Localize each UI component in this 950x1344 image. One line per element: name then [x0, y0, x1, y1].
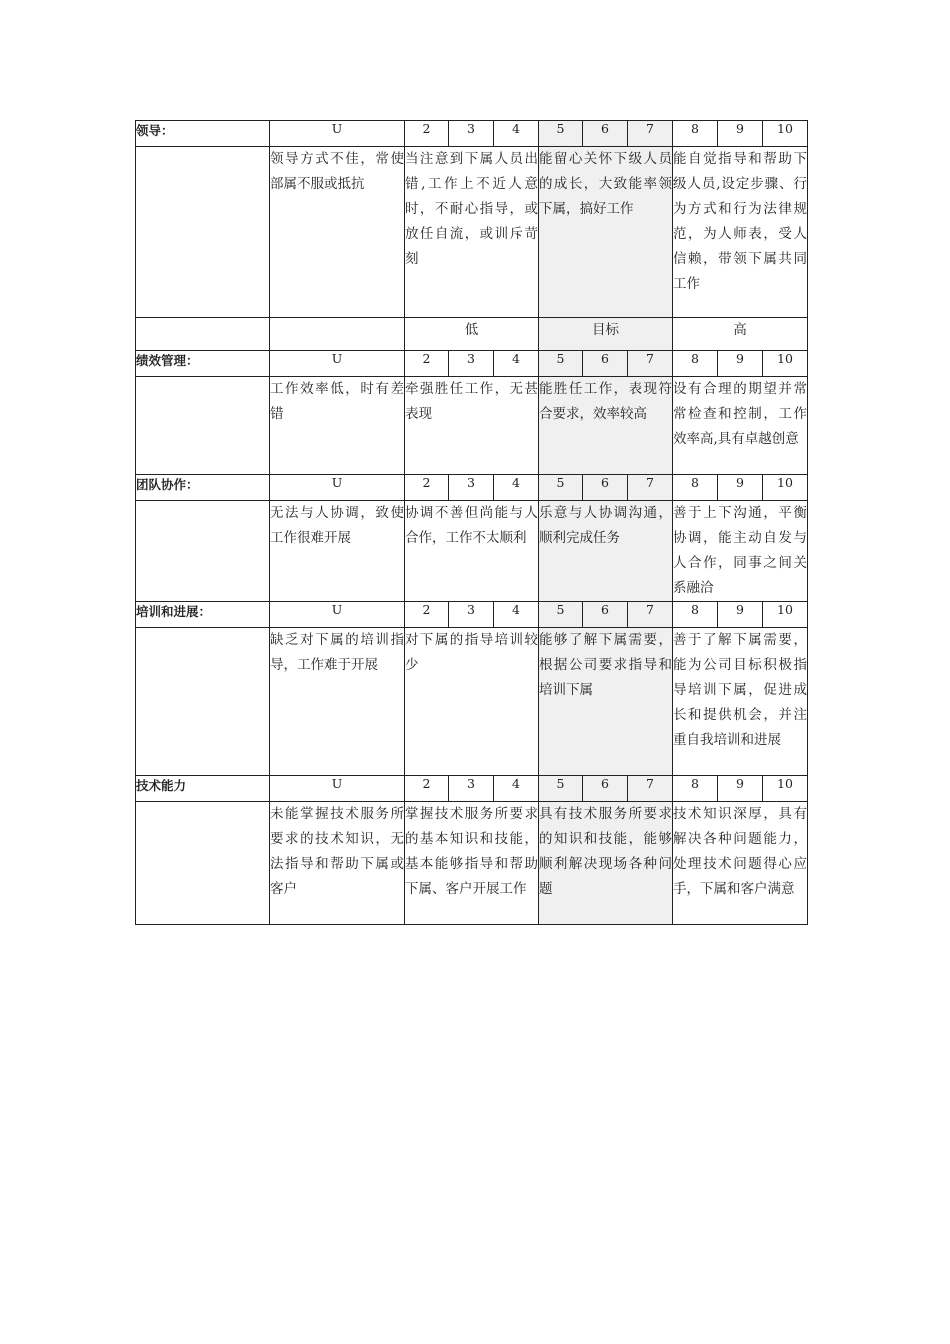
scale-number: 3 — [449, 121, 494, 147]
category-label: 培训和进展： — [136, 602, 270, 628]
scale-number: 7 — [628, 351, 673, 377]
scale-number: 3 — [449, 475, 494, 501]
scale-number: 8 — [673, 121, 718, 147]
empty-cell — [136, 318, 270, 351]
band-low: 低 — [405, 318, 539, 351]
scale-number: 2 — [405, 776, 449, 802]
scale-number: 4 — [494, 602, 539, 628]
scale-number: 5 — [539, 351, 583, 377]
scale-row — [136, 121, 808, 147]
scale-number: 4 — [494, 351, 539, 377]
scale-number: 5 — [539, 602, 583, 628]
empty-cell — [136, 147, 270, 318]
evaluation-document — [135, 120, 808, 925]
scale-number: U — [270, 776, 405, 802]
scale-number: 6 — [583, 121, 628, 147]
category-label: 技术能力 — [136, 776, 270, 802]
description-row — [136, 628, 808, 776]
scale-number: 9 — [718, 351, 763, 377]
scale-number: 7 — [628, 776, 673, 802]
description-row — [136, 377, 808, 475]
level-description: 领导方式不佳，常使部属不服或抵抗 — [270, 147, 405, 318]
scale-number: U — [270, 121, 405, 147]
empty-cell — [270, 318, 405, 351]
level-description: 未能掌握技术服务所要求的技术知识，无法指导和帮助下属或客户 — [270, 802, 405, 925]
scale-row — [136, 602, 808, 628]
level-description: 设有合理的期望并常常检查和控制，工作效率高,具有卓越创意 — [673, 377, 808, 475]
scale-row — [136, 776, 808, 802]
scale-number: 3 — [449, 776, 494, 802]
scale-number: 6 — [583, 475, 628, 501]
scale-number: 5 — [539, 475, 583, 501]
level-description: 善于上下沟通，平衡协调，能主动自发与人合作，同事之间关系融洽 — [673, 501, 808, 602]
scale-number: 6 — [583, 602, 628, 628]
scale-number: 3 — [449, 351, 494, 377]
scale-number: 10 — [763, 121, 808, 147]
scale-number: 6 — [583, 351, 628, 377]
scale-row — [136, 351, 808, 377]
level-description: 能自觉指导和帮助下级人员,设定步骤、行为方式和行为法律规范，为人师表，受人信赖，带领下属共同工作 — [673, 147, 808, 318]
scale-number: 7 — [628, 602, 673, 628]
scale-number: 8 — [673, 475, 718, 501]
empty-cell — [136, 628, 270, 776]
scale-number: 6 — [583, 776, 628, 802]
scale-number: 4 — [494, 475, 539, 501]
scale-row — [136, 475, 808, 501]
scale-number: 8 — [673, 351, 718, 377]
empty-cell — [136, 802, 270, 925]
scale-number: 4 — [494, 776, 539, 802]
scale-number: 2 — [405, 121, 449, 147]
scale-number: 8 — [673, 776, 718, 802]
category-label: 团队协作： — [136, 475, 270, 501]
category-label: 领导： — [136, 121, 270, 147]
scale-number: 8 — [673, 602, 718, 628]
level-description: 无法与人协调，致使工作很难开展 — [270, 501, 405, 602]
level-description: 技术知识深厚，具有解决各种问题能力，处理技术问题得心应手，下属和客户满意 — [673, 802, 808, 925]
scale-number: 10 — [763, 602, 808, 628]
scale-number: 5 — [539, 121, 583, 147]
level-description: 缺乏对下属的培训指导，工作难于开展 — [270, 628, 405, 776]
scale-number: 2 — [405, 602, 449, 628]
scale-number: U — [270, 602, 405, 628]
category-label: 绩效管理： — [136, 351, 270, 377]
level-description: 掌握技术服务所要求的基本知识和技能，基本能够指导和帮助下属、客户开展工作 — [405, 802, 539, 925]
level-description: 善于了解下属需要，能为公司目标积极指导培训下属，促进成长和提供机会，并注重自我培训和进展 — [673, 628, 808, 776]
scale-number: U — [270, 475, 405, 501]
empty-cell — [136, 501, 270, 602]
scale-number: 5 — [539, 776, 583, 802]
level-description: 当注意到下属人员出错,工作上不近人意时，不耐心指导，或放任自流，或训斥苛刻 — [405, 147, 539, 318]
level-description: 能留心关怀下级人员的成长，大致能率领下属，搞好工作 — [539, 147, 673, 318]
scale-number: 7 — [628, 475, 673, 501]
scale-number: 9 — [718, 776, 763, 802]
scale-number: 2 — [405, 475, 449, 501]
scale-number: 2 — [405, 351, 449, 377]
scale-number: 9 — [718, 121, 763, 147]
level-description: 乐意与人协调沟通，顺利完成任务 — [539, 501, 673, 602]
description-row — [136, 147, 808, 318]
scale-number: 10 — [763, 776, 808, 802]
scale-number: 10 — [763, 475, 808, 501]
level-description: 能够了解下属需要，根据公司要求指导和培训下属 — [539, 628, 673, 776]
band-row — [136, 318, 808, 351]
scale-number: U — [270, 351, 405, 377]
evaluation-table — [135, 120, 808, 925]
level-description: 牵强胜任工作，无甚表现 — [405, 377, 539, 475]
scale-number: 10 — [763, 351, 808, 377]
scale-number: 7 — [628, 121, 673, 147]
description-row — [136, 802, 808, 925]
band-high: 高 — [673, 318, 808, 351]
level-description: 协调不善但尚能与人合作，工作不太顺利 — [405, 501, 539, 602]
empty-cell — [136, 377, 270, 475]
description-row — [136, 501, 808, 602]
scale-number: 9 — [718, 602, 763, 628]
level-description: 能胜任工作，表现符合要求，效率较高 — [539, 377, 673, 475]
scale-number: 3 — [449, 602, 494, 628]
scale-number: 4 — [494, 121, 539, 147]
band-target: 目标 — [539, 318, 673, 351]
level-description: 对下属的指导培训较少 — [405, 628, 539, 776]
scale-number: 9 — [718, 475, 763, 501]
level-description: 具有技术服务所要求的知识和技能，能够顺利解决现场各种问题 — [539, 802, 673, 925]
level-description: 工作效率低，时有差错 — [270, 377, 405, 475]
